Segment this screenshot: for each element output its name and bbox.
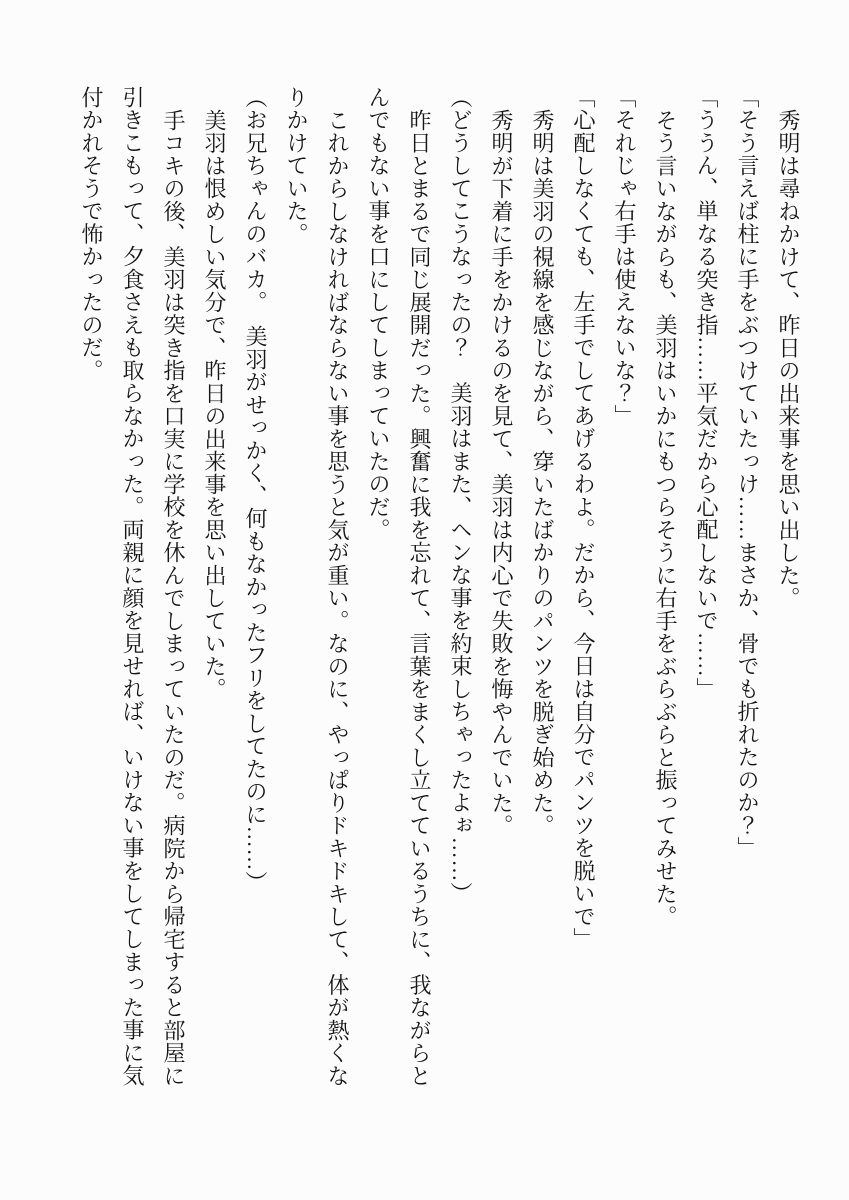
paragraph: （お兄ちゃんのバカ。 美羽がせっかく、何もなかったフリをしてたのに……） xyxy=(243,86,268,894)
page-text xyxy=(71,86,809,1094)
paragraph: そう言いながらも、美羽はいかにもつらそうに右手をぶらぶらと振ってみせた。 xyxy=(653,108,678,928)
paragraph: 「それじゃ右手は使えないな？」 xyxy=(612,86,637,428)
paragraph: （どうしてこうなったの？ 美羽はまた、ヘンな事を約束しちゃったよぉ……） xyxy=(448,86,473,905)
paragraph: これからしなければならない事を思うと気が重い。なのに、やっぱりドキドキして、体が熱くなりかけていた。 xyxy=(284,86,350,1087)
paragraph: 昨日とまるで同じ展開だった。興奮に我を忘れて、言葉をまくし立てているうちに、我ながらとんでもない事を口にしてしまっていたのだ。 xyxy=(366,86,432,1087)
paragraph: 美羽は恨めしい気分で、昨日の出来事を思い出していた。 xyxy=(202,108,227,701)
paragraph: 「そう言えば柱に手をぶつけていたっけ……まさか、骨でも折れたのか？」 xyxy=(735,86,760,860)
paragraph: 秀明は美羽の視線を感じながら、穿いたばかりのパンツを脱ぎ始めた。 xyxy=(530,108,555,837)
paragraph: 秀明は尋ねかけて、昨日の出来事を思い出した。 xyxy=(776,108,801,610)
paragraph: 「心配しなくても、左手でしてあげるわよ。だから、今日は自分でパンツを脱いで」 xyxy=(571,86,596,951)
paragraph: 手コキの後、美羽は突き指を口実に学校を休んでしまっていたのだ。病院から帰宅すると部屋に引きこもって、夕食さえも取らなかった。両親に顔を見せれば、いけない事をしてしまった事に気付かれそうで怖かったのだ。 xyxy=(79,86,186,1087)
paragraph: 秀明が下着に手をかけるのを見て、美羽は内心で失敗を悔やんでいた。 xyxy=(489,108,514,837)
paragraph: 「ううん、単なる突き指……平気だから心配しないで……」 xyxy=(694,86,719,701)
